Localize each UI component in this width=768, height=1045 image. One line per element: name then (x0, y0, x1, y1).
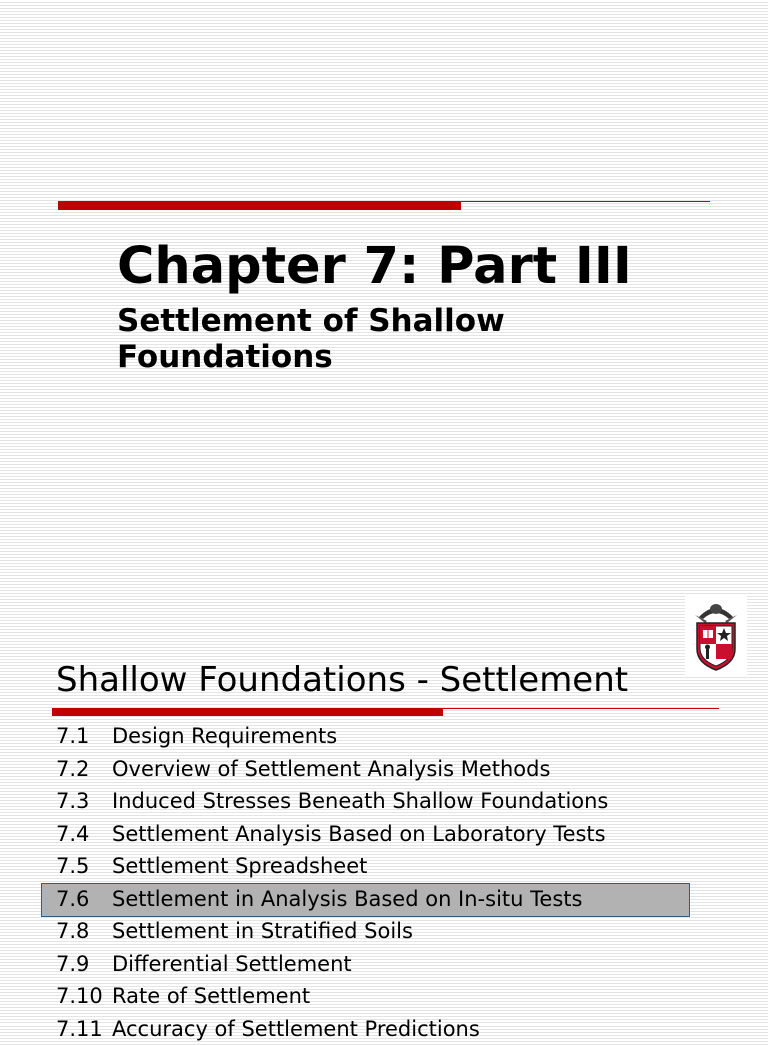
university-crest-icon (685, 595, 747, 675)
section-rule-thick (52, 708, 443, 716)
chapter-title: Chapter 7: Part III (117, 236, 632, 298)
toc-item-number: 7.11 (56, 1013, 112, 1045)
toc-item-label: Differential Settlement (112, 952, 352, 976)
toc-item (56, 948, 756, 981)
toc-item (56, 915, 756, 948)
title-rule-thick (58, 201, 461, 210)
toc-item-number: 7.2 (56, 753, 112, 785)
toc-item-number: 7.10 (56, 980, 112, 1012)
toc-item-number: 7.9 (56, 948, 112, 980)
toc-item-number: 7.4 (56, 818, 112, 850)
toc-item (56, 850, 756, 883)
toc-item-label: Settlement Analysis Based on Laboratory Tests (112, 822, 606, 846)
toc-item-number: 7.5 (56, 850, 112, 882)
toc-list (56, 720, 756, 1045)
title-rule-thin (461, 201, 710, 202)
toc-item-label: Settlement in Stratified Soils (112, 919, 413, 943)
toc-item (56, 785, 756, 818)
section-title: Shallow Foundations - Settlement (56, 655, 628, 705)
toc-item-number: 7.8 (56, 915, 112, 947)
toc-item (56, 1013, 756, 1045)
toc-item (56, 753, 756, 786)
toc-item-label: Induced Stresses Beneath Shallow Foundations (112, 789, 608, 813)
chapter-subtitle: Settlement of Shallow Foundations (117, 303, 677, 375)
section-rule-thin (443, 708, 719, 709)
toc-item-number: 7.3 (56, 785, 112, 817)
toc-item-label: Settlement in Analysis Based on In-situ Tests (112, 887, 582, 911)
toc-item-label: Rate of Settlement (112, 984, 310, 1008)
toc-item-number: 7.1 (56, 720, 112, 752)
toc-item-label: Design Requirements (112, 724, 337, 748)
toc-item (56, 980, 756, 1013)
toc-item-label: Overview of Settlement Analysis Methods (112, 757, 550, 781)
toc-item (56, 720, 756, 753)
toc-item-label: Settlement Spreadsheet (112, 854, 367, 878)
toc-item-label: Accuracy of Settlement Predictions (112, 1017, 480, 1041)
toc-item-number: 7.6 (56, 883, 112, 915)
toc-item (56, 818, 756, 851)
toc-item-highlighted (56, 883, 756, 916)
